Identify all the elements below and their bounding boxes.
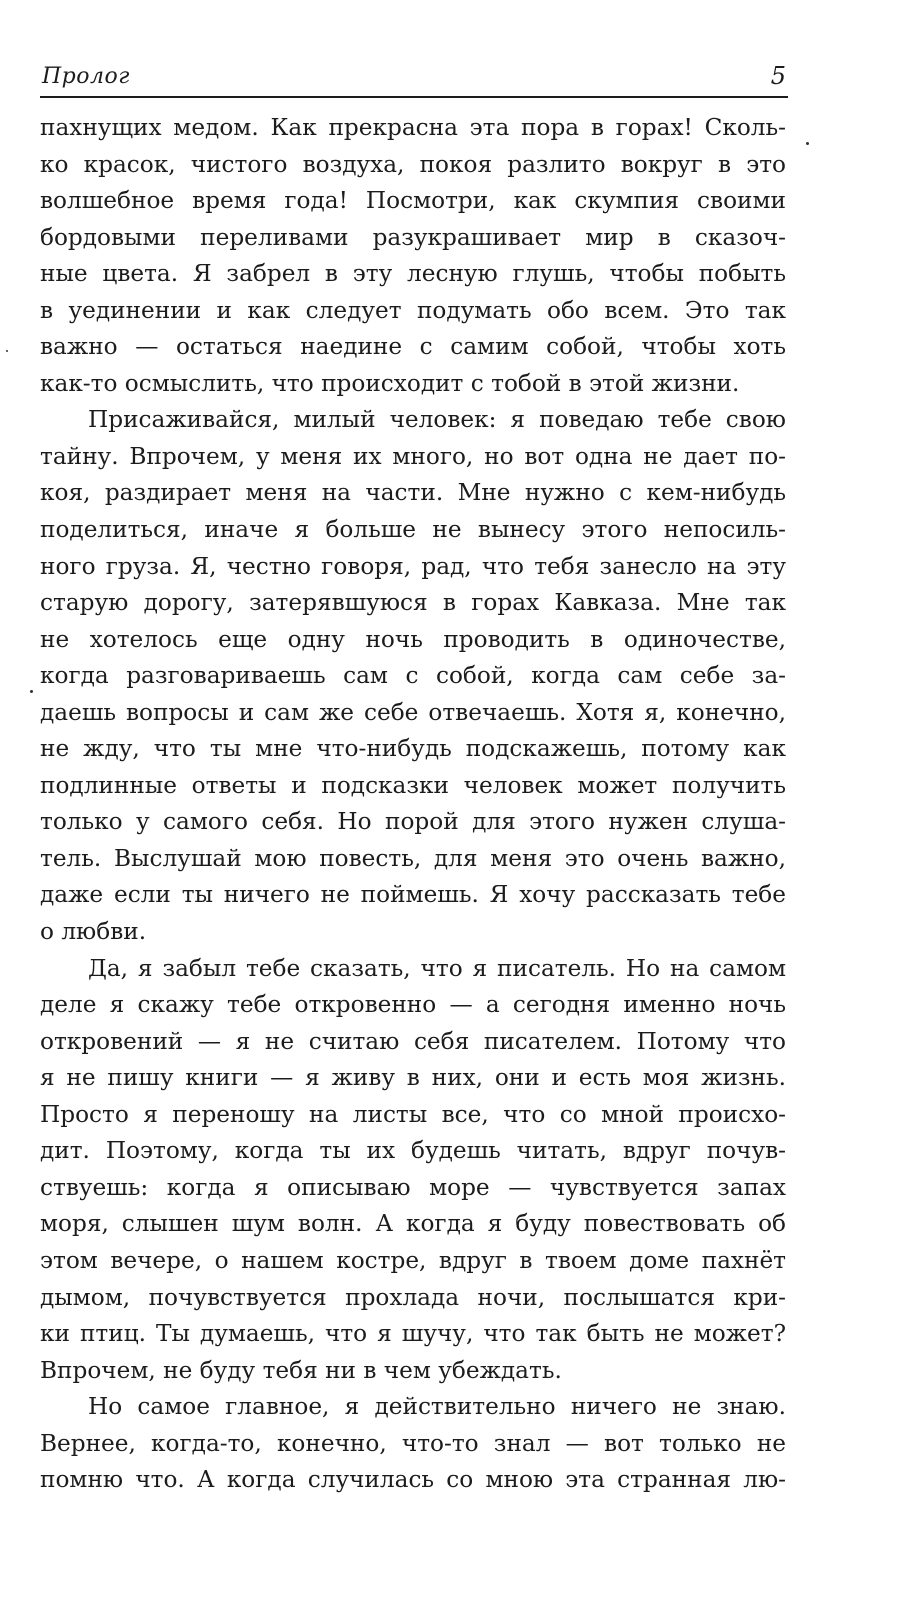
text-line: как-то осмыслить, что происходит с тобой в этой жизни. (40, 369, 740, 397)
text-line: тель. Выслушай мою повесть, для меня это очень важно, (40, 844, 786, 872)
text-line: ко красок, чистого воздуха, покоя разлито вокруг в это (40, 150, 786, 178)
text-line: поделиться, иначе я больше не вынесу этого непосиль- (40, 516, 786, 544)
running-head (40, 62, 788, 98)
text-line: помню что. А когда случилась со мною эта странная лю- (40, 1466, 786, 1494)
text-line: Присаживайся, милый человек: я поведаю тебе свою (88, 406, 786, 434)
text-line: я не пишу книги — я живу в них, они и есть моя жизнь. (40, 1064, 786, 1092)
page-number: 5 (770, 62, 786, 90)
text-line: ные цвета. Я забрел в эту лесную глушь, чтобы побыть (40, 260, 786, 288)
text-line: Вернее, когда-то, конечно, что-то знал — вот только не (40, 1429, 786, 1457)
text-line: подлинные ответы и подсказки человек может получить (40, 771, 786, 799)
text-line: важно — остаться наедине с самим собой, чтобы хоть (40, 333, 786, 361)
text-line: коя, раздирает меня на части. Мне нужно с кем-нибудь (40, 479, 786, 507)
text-line: даже если ты ничего не поймешь. Я хочу рассказать тебе (40, 881, 786, 909)
text-line: деле я скажу тебе откровенно — а сегодня именно ночь (40, 991, 786, 1019)
text-line: о любви. (40, 918, 147, 946)
print-speck (30, 690, 33, 693)
text-line: не хотелось еще одну ночь проводить в одиночестве, (40, 625, 786, 653)
text-line: дымом, почувствуется прохлада ночи, послышатся кри- (40, 1283, 786, 1311)
print-speck (6, 350, 8, 352)
text-line: волшебное время года! Посмотри, как скумпия своими (40, 187, 786, 215)
print-speck (806, 142, 809, 145)
paragraph (40, 402, 786, 950)
text-line: не жду, что ты мне что-нибудь подскажешь, потому как (40, 735, 786, 763)
text-line: только у самого себя. Но порой для этого нужен слуша- (40, 808, 786, 836)
text-line: моря, слышен шум волн. А когда я буду повествовать об (40, 1210, 786, 1238)
paragraph (40, 110, 786, 402)
text-line: в уединении и как следует подумать обо всем. Это так (40, 296, 786, 324)
text-line: даешь вопросы и сам же себе отвечаешь. Хотя я, конечно, (40, 698, 786, 726)
text-line: откровений — я не считаю себя писателем. Потому что (40, 1027, 786, 1055)
text-line: пахнущих медом. Как прекрасна эта пора в горах! Сколь- (40, 114, 786, 141)
text-line: этом вечере, о нашем костре, вдруг в твоем доме пахнёт (40, 1246, 786, 1274)
text-line: когда разговариваешь сам с собой, когда сам себе за- (40, 662, 786, 690)
text-line: ствуешь: когда я описываю море — чувствуется запах (40, 1173, 786, 1201)
text-line: дит. Поэтому, когда ты их будешь читать, вдруг почув- (40, 1137, 786, 1165)
section-title: Пролог (42, 64, 130, 89)
text-line: бордовыми переливами разукрашивает мир в сказоч- (40, 223, 786, 251)
paragraph (40, 951, 786, 1390)
text-line: Впрочем, не буду тебя ни в чем убеждать. (40, 1356, 562, 1384)
body-text (40, 110, 786, 1499)
text-line: старую дорогу, затерявшуюся в горах Кавказа. Мне так (40, 589, 786, 617)
text-line: Но самое главное, я действительно ничего не знаю. (88, 1393, 786, 1421)
text-line: ки птиц. Ты думаешь, что я шучу, что так быть не может? (40, 1320, 786, 1348)
text-line: ного груза. Я, честно говоря, рад, что тебя занесло на эту (40, 552, 786, 580)
text-line: Просто я переношу на листы все, что со мной происхо- (40, 1100, 786, 1128)
text-line: тайну. Впрочем, у меня их много, но вот одна не дает по- (40, 442, 786, 470)
paragraph (40, 1389, 786, 1499)
text-line: Да, я забыл тебе сказать, что я писатель. Но на самом (88, 954, 786, 982)
